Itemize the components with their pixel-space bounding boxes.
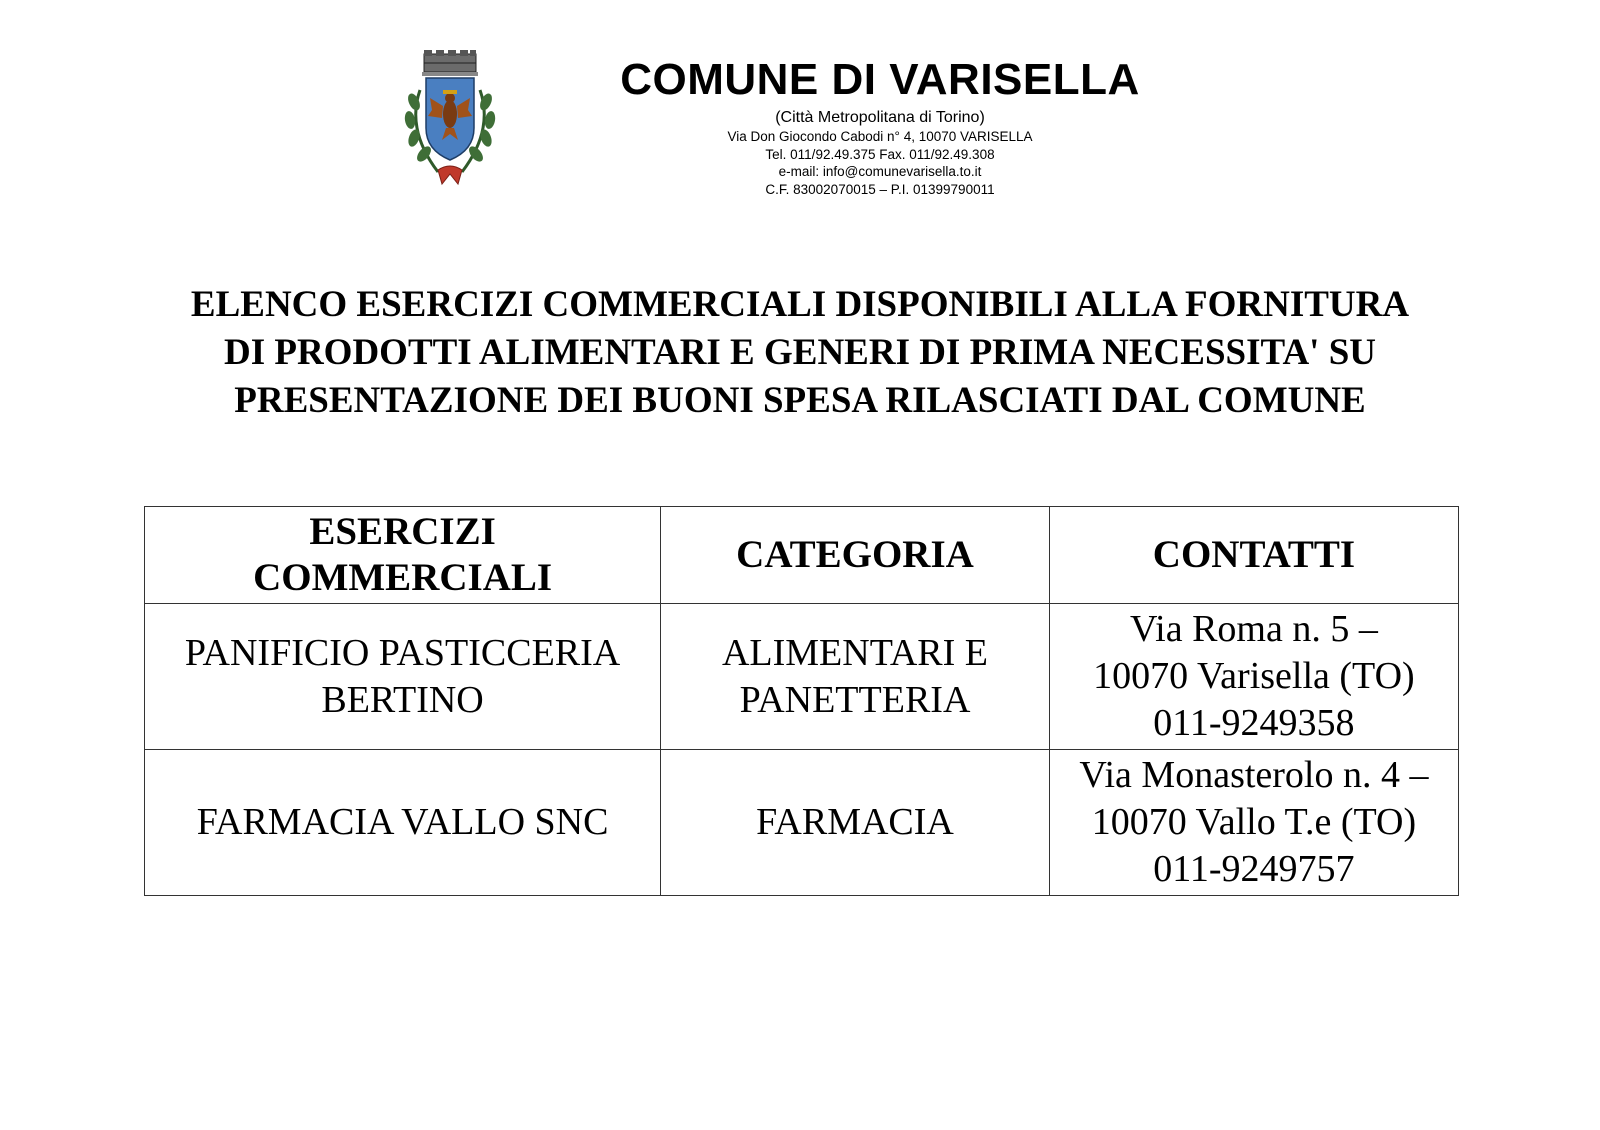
shops-table xyxy=(144,506,1459,896)
municipality-email: e-mail: info@comunevarisella.to.it xyxy=(778,164,982,179)
cell-text: 011-9249358 xyxy=(1153,702,1355,744)
cell-text: PANETTERIA xyxy=(739,678,971,721)
letterhead xyxy=(560,52,1200,198)
document-title xyxy=(60,281,1540,425)
cell-categoria xyxy=(661,604,1050,750)
document-title-line: ELENCO ESERCIZI COMMERCIALI DISPONIBILI ALLA FORNITURA xyxy=(190,284,1410,325)
cell-text: Via Monasterolo n. 4 – xyxy=(1079,754,1429,796)
cell-text: FARMACIA xyxy=(756,801,954,843)
cell-text: 10070 Varisella (TO) xyxy=(1093,655,1415,697)
cell-contatti xyxy=(1049,604,1458,750)
cell-esercizio xyxy=(145,750,661,896)
cell-text: ALIMENTARI E xyxy=(721,631,989,674)
municipality-subtitle: (Città Metropolitana di Torino) xyxy=(775,109,985,126)
cell-esercizio xyxy=(145,604,661,750)
document-title-line: PRESENTAZIONE DEI BUONI SPESA RILASCIATI DAL COMUNE xyxy=(234,380,1366,421)
coat-of-arms-icon xyxy=(398,50,502,186)
header-text: CATEGORIA xyxy=(736,533,974,576)
cell-text: Via Roma n. 5 – xyxy=(1129,608,1378,650)
municipality-tax-ids: C.F. 83002070015 – P.I. 01399790011 xyxy=(765,181,995,197)
header-contatti xyxy=(1049,507,1458,604)
cell-categoria xyxy=(661,750,1050,896)
cell-text: PANIFICIO PASTICCERIA xyxy=(184,631,621,674)
table-row xyxy=(145,750,1459,896)
document-title-line: DI PRODOTTI ALIMENTARI E GENERI DI PRIMA NECESSITA' SU xyxy=(223,332,1376,373)
header-text: ESERCIZI xyxy=(309,510,496,553)
cell-text: 10070 Vallo T.e (TO) xyxy=(1091,801,1417,843)
cell-text: 011-9249757 xyxy=(1153,848,1355,890)
municipality-address: Via Don Giocondo Cabodi n° 4, 10070 VARISELLA xyxy=(727,129,1033,144)
cell-text: FARMACIA VALLO SNC xyxy=(196,801,609,843)
header-text: COMMERCIALI xyxy=(253,556,553,599)
cell-text: BERTINO xyxy=(321,678,484,721)
cell-contatti xyxy=(1049,750,1458,896)
municipality-phone-fax: Tel. 011/92.49.375 Fax. 011/92.49.308 xyxy=(765,146,995,162)
header-text: CONTATTI xyxy=(1152,533,1356,576)
table-row xyxy=(145,604,1459,750)
municipality-title: COMUNE DI VARISELLA xyxy=(620,55,1140,104)
table-header-row xyxy=(145,507,1459,604)
header-categoria xyxy=(661,507,1050,604)
header-esercizi-commerciali xyxy=(145,507,661,604)
